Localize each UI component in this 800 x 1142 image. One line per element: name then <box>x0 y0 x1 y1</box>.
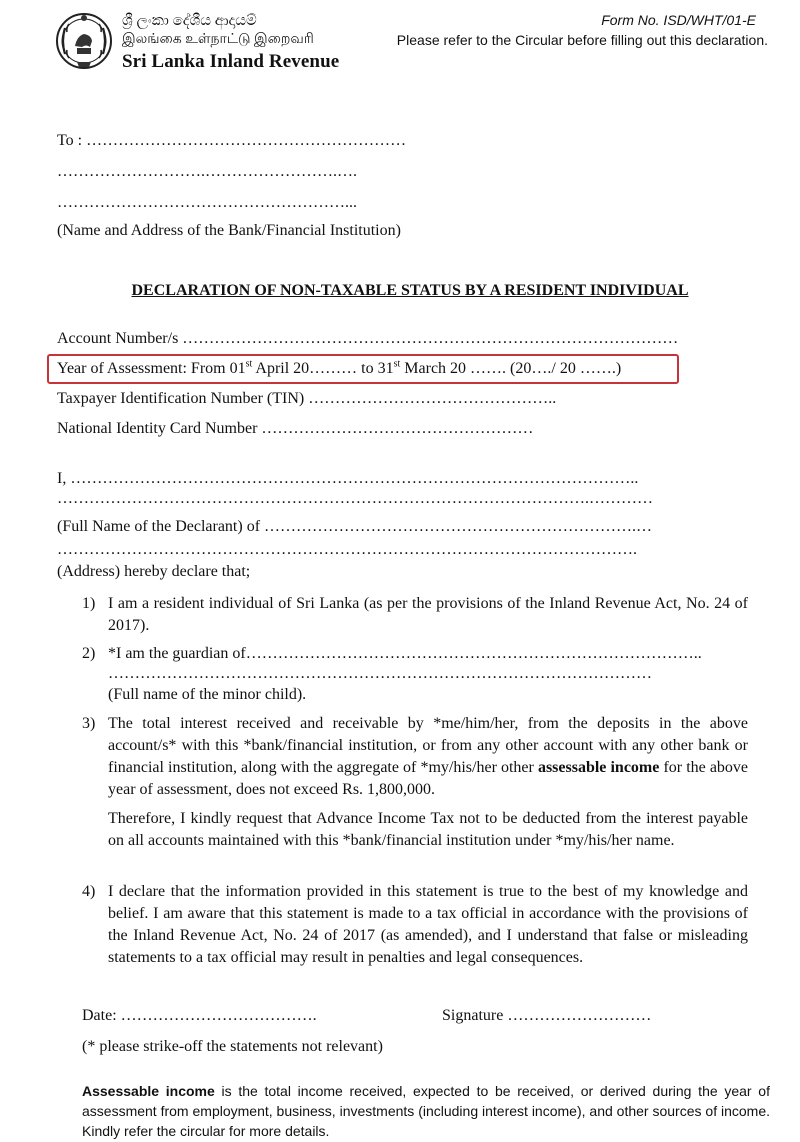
account-number-field[interactable]: Account Number/s ………………………………………………………………………………… <box>57 330 679 347</box>
org-name-sinhala: ශ්‍රී ලංකා දේශීය ආදායම් <box>122 13 257 29</box>
year-text-3: March 20 ……. (20…./ 20 …….) <box>400 360 622 377</box>
declarant-fullname-line[interactable]: (Full Name of the Declarant) of …………………………………………………………….… <box>57 518 653 535</box>
declarant-address-dots[interactable]: ………………………………………………………………………………………………. <box>57 541 637 558</box>
item-number: 1) <box>82 595 96 612</box>
date-field[interactable]: Date: ………………………………. <box>82 1007 317 1024</box>
declarant-dots-line[interactable]: ……………………………………………………………………………………….………… <box>57 490 653 507</box>
org-name-tamil: இலங்கை உள்நாட்டு இறைவரி <box>122 32 314 47</box>
circular-note: Please refer to the Circular before filling out this declaration. <box>396 32 768 48</box>
item-1-text: I am a resident individual of Sri Lanka (as per the provisions of the Inland Revenue Act, No. 24 of 2017). <box>108 595 748 634</box>
minor-child-caption: (Full name of the minor child). <box>108 686 307 703</box>
item-4-text: I declare that the information provided in this statement is true to the best of my knowledge and belief. I am aware that this statement is made to a tax official in accordance with the provisions of the Inland Revenue Act, No. 24 of 2017 (as amended), and I understand that false or misleading statements to a tax official may result in penalties and legal consequences. <box>108 883 748 966</box>
year-sup-1: st <box>245 358 253 370</box>
guardian-dots-line[interactable]: ………………………………………………………………………………………… <box>108 665 652 682</box>
footnote-term: Assessable income <box>82 1083 215 1099</box>
bank-address-caption: (Name and Address of the Bank/Financial Institution) <box>57 222 401 239</box>
form-number: Form No. ISD/WHT/01-E <box>601 12 756 28</box>
signature-field[interactable]: Signature ……………………… <box>442 1007 652 1024</box>
item-number: 2) <box>82 645 96 662</box>
item-number: 3) <box>82 715 96 732</box>
logo-block <box>55 6 345 78</box>
year-sup-2: st <box>393 358 401 370</box>
declarant-address-caption: (Address) hereby declare that; <box>57 563 251 580</box>
item-3-text-a: The total interest received and receivable by *me/him/her, from the deposits in the above account/s* with this *bank/financial institution, or from any other account with any other bank or financial institution, along with the aggregate of *my/his/her other <box>108 715 748 776</box>
footnote-text: is the total income received, expected to be received, or derived during the year of assessment from employment, business, investments (including interest income), and other sources of income. Kindly refer the circular for more details. <box>82 1083 770 1139</box>
assessable-income-term: assessable income <box>537 759 660 776</box>
item-number: 4) <box>82 883 96 900</box>
tin-field[interactable]: Taxpayer Identification Number (TIN) ……………………………………….. <box>57 390 557 407</box>
address-dots-line-2[interactable]: ……………………….…………………….…. <box>57 163 357 180</box>
guardian-line[interactable]: *I am the guardian of………………………………………………………………………….. <box>108 645 702 662</box>
sri-lanka-emblem-icon <box>55 8 113 74</box>
to-address-line[interactable]: To : …………………………………………………… <box>57 132 407 149</box>
item-3-text-b: for the above year of assessment, does not exceed Rs. 1,800,000. <box>108 759 749 798</box>
declarant-name-line[interactable]: I, …………………………………………………………………………………………….. <box>57 470 639 487</box>
item-3-text <box>108 713 748 801</box>
year-text-2: April 20……… to 31 <box>252 360 394 377</box>
item-3-request-text: Therefore, I kindly request that Advance Income Tax not to be deducted from the interest payable on all accounts maintained with this *bank/financial institution under *my/his/her name. <box>108 810 748 849</box>
declaration-title: DECLARATION OF NON-TAXABLE STATUS BY A RESIDENT INDIVIDUAL <box>131 282 689 299</box>
year-of-assessment-field[interactable] <box>57 360 621 378</box>
address-dots-line-3[interactable]: ………………………………………………... <box>57 194 357 211</box>
org-name-english: Sri Lanka Inland Revenue <box>122 51 340 72</box>
assessable-income-footnote <box>82 1081 770 1141</box>
strike-off-note: (* please strike-off the statements not relevant) <box>82 1038 383 1055</box>
year-text-1: Year of Assessment: From 01 <box>57 360 246 377</box>
nic-field[interactable]: National Identity Card Number …………………………………………… <box>57 420 534 437</box>
